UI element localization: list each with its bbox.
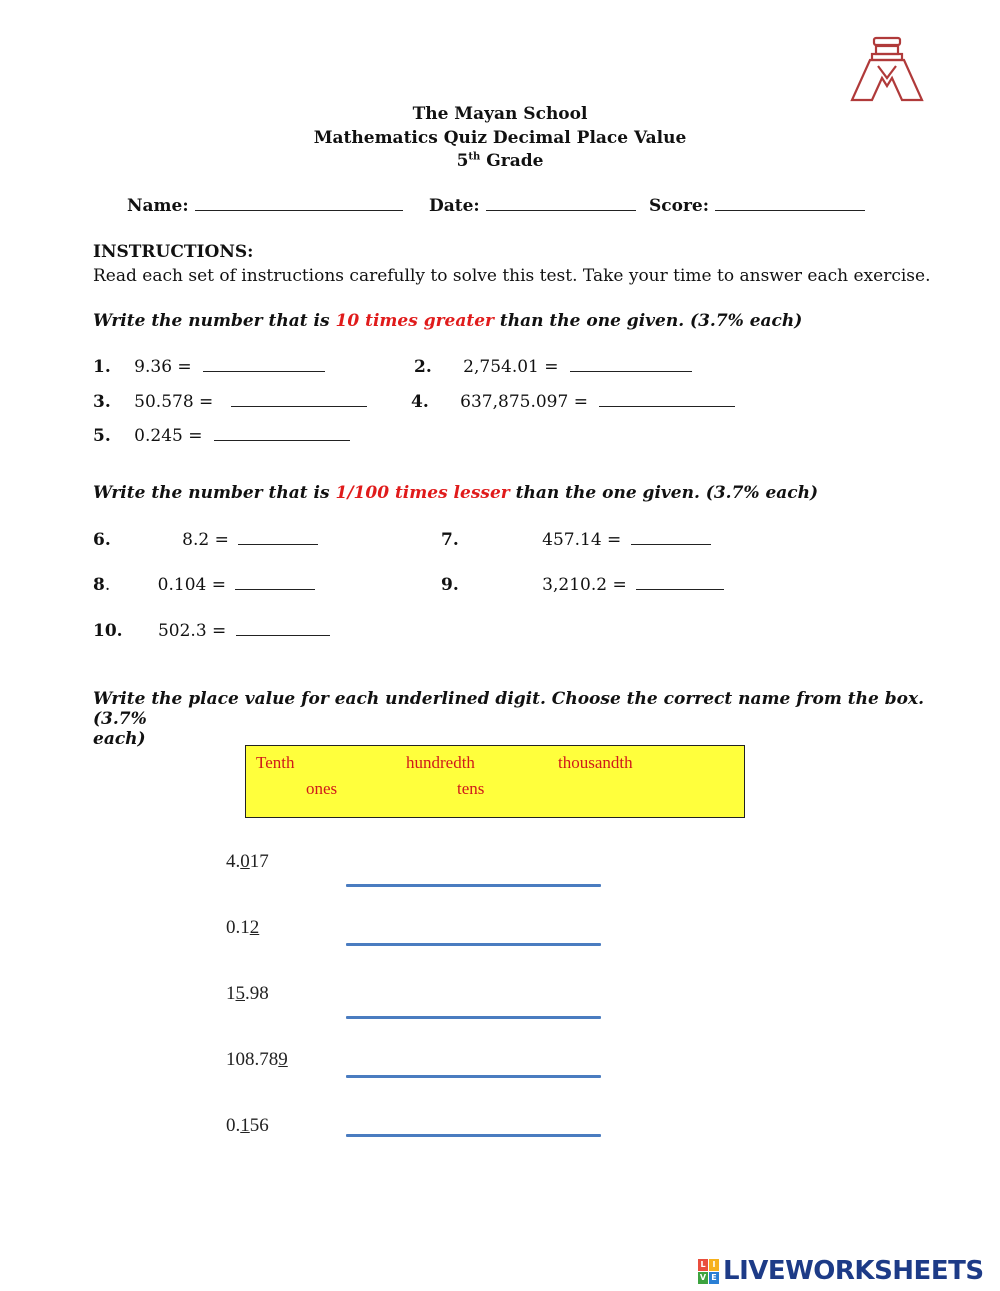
underlined-digit: 9 <box>278 1049 288 1070</box>
question-number: 5. <box>93 426 111 446</box>
section2-prompt <box>93 483 818 503</box>
badge-letter-i: I <box>709 1259 719 1271</box>
underlined-digit: 0 <box>240 851 250 872</box>
score-field <box>649 196 865 216</box>
question-expr: 0.245 = <box>134 426 203 446</box>
section1-prompt-pre: Write the number that is <box>93 311 336 331</box>
answer-line-3[interactable] <box>346 1016 601 1019</box>
school-logo <box>848 36 926 104</box>
question-expr: 3,210.2 = <box>542 575 627 595</box>
question-expr: 2,754.01 = <box>463 357 559 377</box>
quiz-title: Mathematics Quiz Decimal Place Value <box>313 128 687 148</box>
name-label: Name: <box>127 196 189 216</box>
brand-badge-icon <box>698 1259 719 1284</box>
question-number: 7. <box>441 530 459 550</box>
digit-pre: 0. <box>226 1115 241 1136</box>
question-number: 3. <box>93 392 111 412</box>
date-label: Date: <box>429 196 480 216</box>
question-number: 4. <box>411 392 429 412</box>
question-5 <box>93 426 350 446</box>
date-blank[interactable] <box>486 196 636 211</box>
place-value-item-4 <box>226 1049 288 1071</box>
word-tenth: Tenth <box>256 753 295 772</box>
digit-pre: 4. <box>226 851 241 872</box>
question-4 <box>411 392 735 412</box>
score-label: Score: <box>649 196 710 216</box>
question-1 <box>93 357 325 377</box>
underlined-digit: 1 <box>240 1115 250 1136</box>
digit-pre: 0.1 <box>226 917 250 938</box>
name-blank[interactable] <box>195 196 403 211</box>
grade-title <box>0 151 1000 171</box>
question-expr: 637,875.097 = <box>460 392 588 412</box>
question-8 <box>93 575 315 595</box>
word-ones: ones <box>306 779 338 798</box>
name-field <box>127 196 403 216</box>
question-expr: 502.3 = <box>157 621 227 641</box>
question-number: 1. <box>93 357 111 377</box>
section1-prompt-highlight: 10 times greater <box>335 311 494 331</box>
question-number: 10. <box>93 621 123 641</box>
question-7 <box>441 530 711 550</box>
place-value-item-3 <box>226 983 269 1005</box>
answer-blank[interactable] <box>214 426 350 441</box>
question-9 <box>441 575 724 595</box>
word-thousandth: thousandth <box>558 753 633 772</box>
brand-name: LIVEWORKSHEETS <box>723 1256 984 1286</box>
answer-blank[interactable] <box>636 575 724 590</box>
instructions-text: Read each set of instructions carefully to solve this test. Take your time to answer each exercise. <box>93 266 931 286</box>
answer-blank[interactable] <box>238 530 318 545</box>
instructions-heading: INSTRUCTIONS: <box>93 242 254 262</box>
score-blank[interactable] <box>715 196 865 211</box>
grade-superscript: th <box>468 151 481 163</box>
place-value-item-2 <box>226 917 259 939</box>
answer-line-5[interactable] <box>346 1134 601 1137</box>
section2-prompt-highlight: 1/100 times lesser <box>335 483 510 503</box>
question-number: 9. <box>441 575 459 595</box>
section2-prompt-pre: Write the number that is <box>93 483 336 503</box>
question-6 <box>93 530 318 550</box>
digit-post: 17 <box>249 851 269 872</box>
answer-line-2[interactable] <box>346 943 601 946</box>
digit-pre: 1 <box>226 983 236 1004</box>
section1-prompt <box>93 311 802 331</box>
digit-post: .98 <box>245 983 269 1004</box>
question-number-suffix: . <box>104 575 111 595</box>
badge-letter-e: E <box>709 1272 719 1284</box>
answer-blank[interactable] <box>570 357 692 372</box>
question-expr: 50.578 = <box>134 392 214 412</box>
grade-word: Grade <box>486 151 544 171</box>
answer-blank[interactable] <box>235 575 315 590</box>
question-expr: 457.14 = <box>542 530 622 550</box>
liveworksheets-logo <box>698 1256 984 1286</box>
answer-blank[interactable] <box>631 530 711 545</box>
answer-blank[interactable] <box>203 357 325 372</box>
word-tens: tens <box>457 779 485 798</box>
question-number: 6. <box>93 530 111 550</box>
school-name: The Mayan School <box>412 104 588 124</box>
answer-blank[interactable] <box>236 621 330 636</box>
place-value-item-5 <box>226 1115 269 1137</box>
digit-post: 56 <box>249 1115 269 1136</box>
question-expr: 8.2 = <box>182 530 229 550</box>
section3-prompt-line1: Write the place value for each underlined digit. Choose the correct name from the box. (3.7% <box>93 689 925 729</box>
digit-pre: 108.78 <box>226 1049 279 1070</box>
word-box <box>245 745 745 818</box>
section3-prompt-line2: each) <box>93 729 146 749</box>
question-10 <box>93 621 330 641</box>
question-number: 2. <box>414 357 432 377</box>
question-3 <box>93 392 367 412</box>
section3-prompt <box>93 689 933 749</box>
underlined-digit: 5 <box>235 983 245 1004</box>
badge-letter-l: L <box>698 1259 708 1271</box>
underlined-digit: 2 <box>249 917 260 938</box>
section1-prompt-post: than the one given. (3.7% each) <box>494 311 803 331</box>
question-expr: 0.104 = <box>157 575 226 595</box>
answer-line-4[interactable] <box>346 1075 601 1078</box>
answer-blank[interactable] <box>231 392 367 407</box>
answer-line-1[interactable] <box>346 884 601 887</box>
question-number: 8 <box>93 575 105 595</box>
section2-prompt-post: than the one given. (3.7% each) <box>509 483 819 503</box>
place-value-item-1 <box>226 851 269 873</box>
grade-number: 5 <box>456 151 469 171</box>
badge-letter-v: V <box>699 1272 707 1282</box>
question-2 <box>414 357 692 377</box>
question-expr: 9.36 = <box>134 357 192 377</box>
answer-blank[interactable] <box>599 392 735 407</box>
word-hundredth: hundredth <box>406 753 475 772</box>
date-field <box>429 196 636 216</box>
